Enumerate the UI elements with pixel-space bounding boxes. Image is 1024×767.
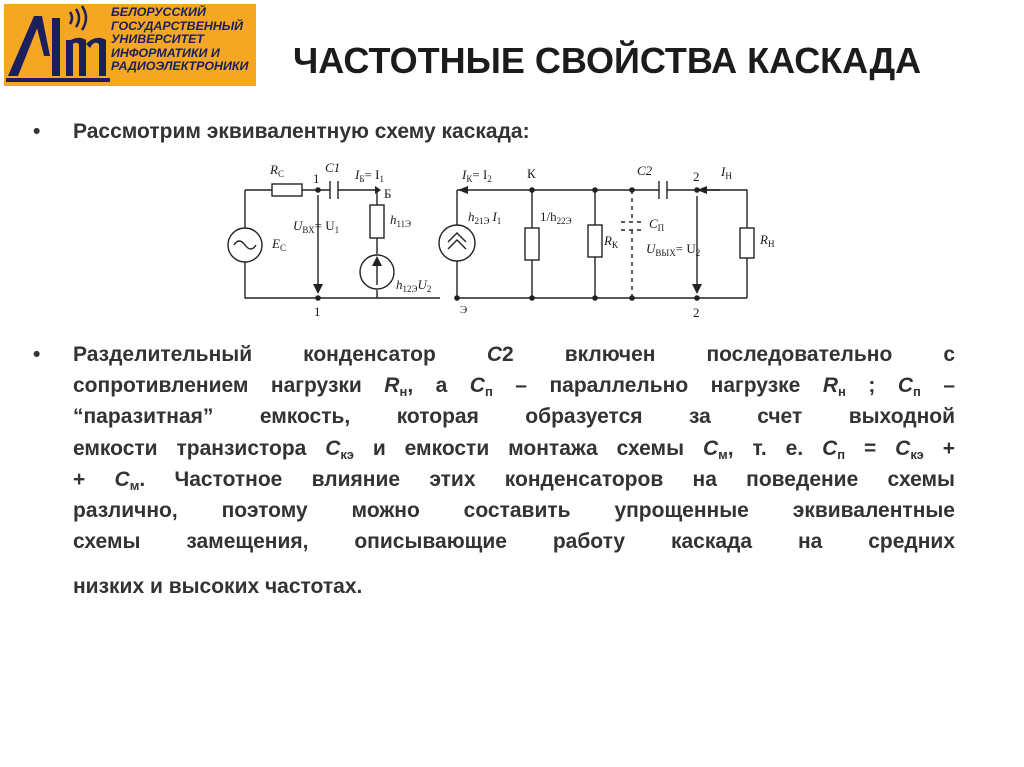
text-span: – параллельно нагрузке — [492, 374, 823, 398]
label-h21: $h_{21Э}$ $I_1$ — [468, 209, 502, 226]
text-span: Разделительный конденсатор — [73, 343, 487, 366]
text-span: С — [325, 436, 341, 460]
bullet-icon: • — [33, 120, 41, 143]
text-sub: п — [484, 384, 493, 400]
circuit-diagram — [0, 0, 1024, 330]
logo-line: БЕЛОРУССКИЙ — [111, 5, 206, 19]
text-span: и емкости монтажа схемы — [353, 436, 703, 460]
text-span: С — [702, 436, 719, 460]
label-ik: $I_К= I_2$ — [462, 167, 492, 184]
label-node-1-bottom: 1 — [314, 304, 321, 319]
text-span: сопротивлением нагрузки — [73, 374, 385, 398]
text-sub: п — [912, 384, 921, 400]
label-ec: $E_C$ — [272, 236, 286, 253]
text-span: 2 включен последовательно с — [502, 343, 955, 366]
label-e-node: Э — [460, 304, 468, 316]
label-node-2-top: 2 — [693, 169, 700, 184]
label-k-node: К — [527, 166, 536, 181]
paragraph-line: “паразитная” емкость, которая образуется за счет выходной — [73, 405, 955, 429]
text-span: ; — [845, 374, 898, 398]
text-span: . Частотное влияние этих конденсаторов на поведение схемы — [139, 467, 955, 491]
text-sub: н — [838, 384, 846, 400]
label-node-1-top: 1 — [313, 171, 320, 186]
logo-line: ИНФОРМАТИКИ И — [111, 45, 220, 60]
text-span: , а — [407, 374, 470, 398]
bullet-icon: • — [33, 343, 41, 366]
intro-text: Рассмотрим эквивалентную схему каскада: — [73, 120, 530, 143]
text-sub: м — [129, 477, 140, 493]
label-uin: $U_{ВХ}= U_1$ — [293, 218, 340, 235]
paragraph-line — [73, 339, 955, 370]
label-h22: $1/h_{22Э}$ — [540, 209, 572, 226]
logo-line: УНИВЕРСИТЕТ — [111, 32, 204, 47]
label-in: $I_Н$ — [721, 164, 732, 181]
text-sub: п — [837, 446, 846, 462]
text-span: – — [920, 374, 955, 398]
paragraph-line — [73, 433, 955, 464]
text-span: R — [822, 374, 838, 398]
logo-line: РАДИОЭЛЕКТРОНИКИ — [111, 59, 249, 74]
label-rc: $R_C$ — [270, 162, 284, 179]
paragraph-line — [73, 370, 955, 401]
paragraph-line: низких и высоких частотах. — [73, 575, 363, 599]
label-h11: $h_{11Э}$ — [390, 212, 412, 229]
text-span: С — [486, 343, 503, 366]
text-span: + — [73, 467, 115, 491]
label-node-2-bottom: 2 — [693, 305, 700, 320]
description-paragraph — [73, 339, 955, 603]
text-sub: кэ — [910, 446, 924, 462]
paragraph-line — [73, 464, 955, 495]
text-span: , т. е. — [727, 436, 823, 460]
text-span: С — [469, 374, 485, 398]
text-span: = — [845, 436, 896, 460]
slide-title: ЧАСТОТНЫЕ СВОЙСТВА КАСКАДА — [293, 40, 922, 81]
text-sub: н — [399, 384, 408, 400]
label-ib: $I_Б= I_1$ — [355, 167, 384, 184]
text-span: С — [895, 436, 911, 460]
text-span: R — [384, 374, 400, 398]
label-c2: C2 — [637, 163, 653, 178]
text-span: С — [822, 436, 838, 460]
label-h12: $h_{12Э}U_2$ — [396, 277, 432, 294]
label-uout: $U_{ВЫХ}= U_2$ — [646, 241, 701, 258]
text-span: емкости транзистора — [73, 436, 326, 460]
text-sub: кэ — [340, 446, 354, 462]
text-span: + — [923, 436, 956, 460]
text-span: С — [114, 467, 130, 491]
label-rn: $R_Н$ — [760, 232, 775, 249]
logo-line: ГОСУДАРСТВЕННЫЙ — [111, 18, 244, 33]
text-span: С — [897, 374, 913, 398]
label-cp: $C_П$ — [649, 216, 665, 233]
label-rk: $R_К$ — [604, 233, 618, 250]
text-sub: м — [718, 446, 728, 462]
label-b-node: Б — [384, 186, 392, 201]
paragraph-line: схемы замещения, описывающие работу каскада на средних — [73, 530, 955, 554]
label-c1: C1 — [325, 160, 341, 175]
paragraph-line: различно, поэтому можно составить упрощенные эквивалентные — [73, 498, 955, 522]
